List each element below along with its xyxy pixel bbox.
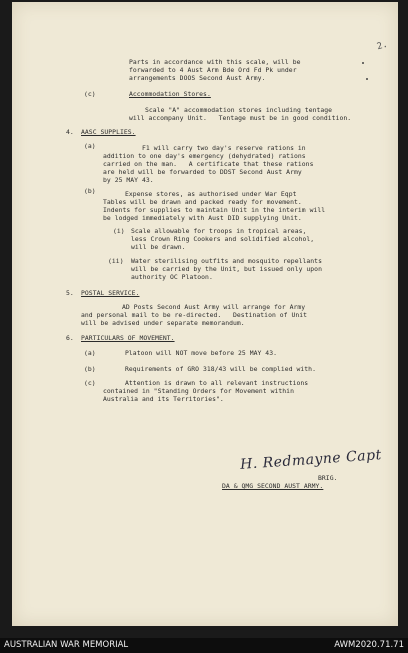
subpara-label: (a) <box>84 349 96 357</box>
footer-accession-number: AWM2020.71.71 <box>334 640 404 650</box>
footer-institution: AUSTRALIAN WAR MEMORIAL <box>4 640 129 650</box>
section-heading: PARTICULARS OF MOVEMENT. <box>81 334 175 342</box>
text-line: will be advised under separate memorandum. <box>81 319 245 327</box>
text-line: will be drawn. <box>131 243 186 251</box>
subpara-label: (a) <box>84 142 96 150</box>
subpara-label: (b) <box>84 187 96 195</box>
subpara-label: (ii) <box>108 257 124 265</box>
text-line: Scale allowable for troops in tropical areas, <box>131 227 307 235</box>
text-line: will accompany Unit. Tentage must be in good condition. <box>129 114 352 122</box>
signatory-title: DA & QMG SECOND AUST ARMY. <box>222 482 324 490</box>
subpara-label: (c) <box>84 90 96 98</box>
subpara-label: (b) <box>84 365 96 373</box>
text-line: Australia and its Territories". <box>103 395 224 403</box>
text-line: Attention is drawn to all relevant instructions <box>125 379 309 387</box>
text-line: are held will be forwarded to DDST Second Aust Army <box>103 168 302 176</box>
text-line: contained in "Standing Orders for Movement within <box>103 387 294 395</box>
text-line: by 25 MAY 43. <box>103 176 154 184</box>
text-line: less Crown Ring Cookers and solidified alcohol, <box>131 235 315 243</box>
text-line: Tables will be drawn and packed ready for movement. <box>103 198 302 206</box>
signatory-rank: BRIG. <box>318 474 338 482</box>
paragraph-number: 6. <box>66 334 74 342</box>
text-line: AD Posts Second Aust Army will arrange for Army <box>122 303 306 311</box>
subpara-label: (c) <box>84 379 96 387</box>
text-line: Parts in accordance with this scale, will be <box>129 58 301 66</box>
text-line: forwarded to 4 Aust Arm Bde Ord Fd Pk under <box>129 66 297 74</box>
text-line: carried on the man. A certificate that these rations <box>103 160 314 168</box>
text-line: Indents for supplies to maintain Unit in the interim will <box>103 206 326 214</box>
text-line: arrangements DOOS Second Aust Army. <box>129 74 266 82</box>
text-line: Expense stores, as authorised under War Eqpt <box>125 190 297 198</box>
text-line: and personal mail to be re-directed. Destination of Unit <box>81 311 308 319</box>
text-line: be lodged immediately with Aust DID supplying Unit. <box>103 214 302 222</box>
subpara-label: (i) <box>113 227 125 235</box>
text-line: authority OC Platoon. <box>131 273 213 281</box>
text-line: Water sterilising outfits and mosquito repellants <box>131 257 322 265</box>
text-line: addition to one day's emergency (dehydrated) rations <box>103 152 306 160</box>
paragraph-number: 5. <box>66 289 74 297</box>
ink-speck <box>362 62 364 64</box>
page-number-mark: 2. <box>376 39 390 53</box>
section-heading: AASC SUPPLIES. <box>81 128 136 136</box>
text-line: Scale "A" accommodation stores including tentage <box>145 106 333 114</box>
text-line: Requirements of GRO 318/43 will be complied with. <box>125 365 316 373</box>
ink-speck <box>366 78 368 80</box>
archive-footer <box>0 638 408 653</box>
paragraph-number: 4. <box>66 128 74 136</box>
subpara-heading: Accommodation Stores. <box>129 90 211 98</box>
text-line: F1 will carry two day's reserve rations in <box>142 144 306 152</box>
handwritten-signature: H. Redmayne Capt <box>239 447 383 473</box>
text-line: will be carried by the Unit, but issued only upon <box>131 265 322 273</box>
text-line: Platoon will NOT move before 25 MAY 43. <box>125 349 278 357</box>
section-heading: POSTAL SERVICE. <box>81 289 140 297</box>
